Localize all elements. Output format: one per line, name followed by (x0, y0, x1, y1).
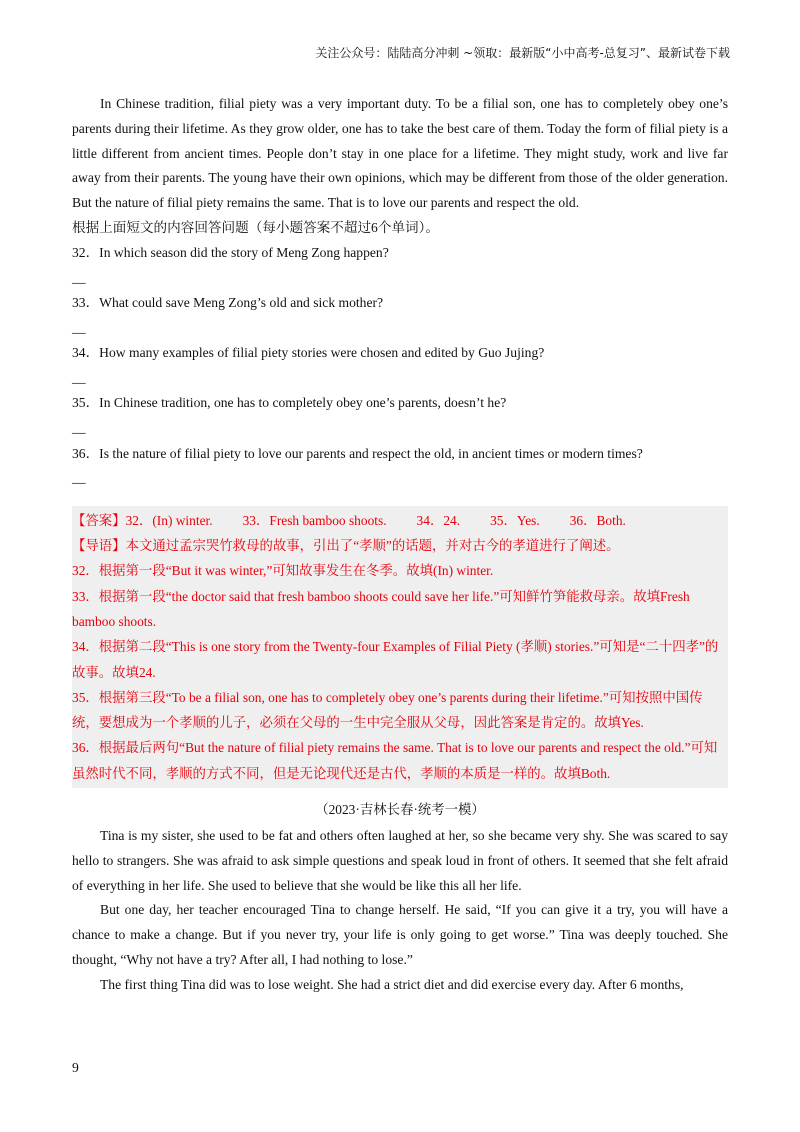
explanation-32: 32．根据第一段“But it was winter,”可知故事发生在冬季。故填(In) winter. (72, 563, 494, 579)
passage-paragraph: The first thing Tina did was to lose weight. She had a strict diet and did exercise every day. After 6 months, (100, 976, 684, 992)
passage-paragraph: In Chinese tradition, filial piety was a very important duty. To be a filial son, one has to completely obey one’s parents during their lifetime. As they grow older, one has to take the best care of them. Today the form of filial piety is a little different from ancient times. People don’t stay in one place for a lifetime. They might study, work and live far away from their parents. The young have their own opinions, which may be different from those of the older generation. But the nature of filial piety remains the same. That is to love our parents and respect the old. (72, 96, 728, 211)
answer-item-34: 34．24. (416, 512, 461, 528)
answer-item-35: 35．Yes. (490, 512, 540, 528)
answer-line (72, 508, 728, 533)
question-list (72, 241, 728, 492)
passage-paragraph: But one day, her teacher encouraged Tina to change herself. He said, “If you can give it a try, you will have a chance to make a change. But if you never try, your life is only going to get worse.” Tina was deeply touched. She thought, “Why not have a try? After all, I had nothing to lose.” (72, 902, 728, 967)
page-header: 关注公众号：陆陆高分冲刺 ~领取：最新版“小中高考-总复习”、最新试卷下载 (315, 46, 730, 60)
answer-blank-33: __ (72, 319, 86, 335)
answer-item-33: 33．Fresh bamboo shoots. (242, 512, 387, 528)
question-35: 35．In Chinese tradition, one has to completely obey one’s parents, doesn’t he? (72, 395, 507, 411)
passage-paragraph: Tina is my sister, she used to be fat and others often laughed at her, so she became very shy. She was scared to say hello to strangers. She was afraid to ask simple questions and speak loud in front of others. It seemed that she felt afraid of everything in her life. She used to believe that she would be like this all her life. (72, 827, 728, 893)
question-34: 34．How many examples of filial piety stories were chosen and edited by Guo Jujing? (72, 345, 545, 361)
question-33: 33．What could save Meng Zong’s old and sick mother? (72, 294, 384, 310)
guide-text: 本文通过孟宗哭竹救母的故事，引出了“孝顺”的话题，并对古今的孝道进行了阐述。 (125, 538, 620, 554)
answer-item-36: 36．Both. (569, 512, 626, 528)
answer-blank-35: __ (72, 420, 86, 436)
guide-line (72, 533, 728, 558)
passage-source: （2023·吉林长春·统考一模） (315, 801, 485, 817)
explanation-33: 33．根据第一段“the doctor said that fresh bamboo shoots could save her life.”可知鲜竹笋能救母亲。故填Fresh bamboo shoots. (72, 588, 690, 629)
answer-item-32: 32．(In) winter. (125, 512, 213, 528)
page-number: 9 (72, 1060, 79, 1075)
answer-label: 【答案】 (72, 512, 126, 528)
answer-section (72, 506, 728, 788)
explanation-34: 34．根据第二段“This is one story from the Twenty-four Examples of Filial Piety (孝顺) stories.”可知是“二十四孝”的故事。故填24. (72, 639, 719, 680)
explanation-35: 35．根据第三段“To be a filial son, one has to completely obey one’s parents during their lifetime.”可知按照中国传统，要想成为一个孝顺的儿子，必须在父母的一生中完全服从父母，因此答案是肯定的。故填Yes. (72, 689, 703, 731)
question-instruction: 根据上面短文的内容回答问题（每小题答案不超过6个单词）。 (72, 219, 440, 235)
question-32: 32．In which season did the story of Meng Zong happen? (72, 244, 389, 260)
answer-blank-32: __ (72, 269, 86, 285)
question-36: 36．Is the nature of filial piety to love our parents and respect the old, in ancient times or modern times? (72, 445, 643, 461)
answer-blank-36: __ (72, 470, 86, 486)
explanation-36: 36．根据最后两句“But the nature of filial piety remains the same. That is to love our parents and respect the old.”可知虽然时代不同，孝顺的方式不同，但是无论现代还是古代，孝顺的本质是一样的。故填Both. (72, 740, 718, 781)
answer-blank-34: __ (72, 369, 86, 385)
guide-label: 【导语】 (72, 538, 126, 554)
document-body (72, 92, 728, 998)
